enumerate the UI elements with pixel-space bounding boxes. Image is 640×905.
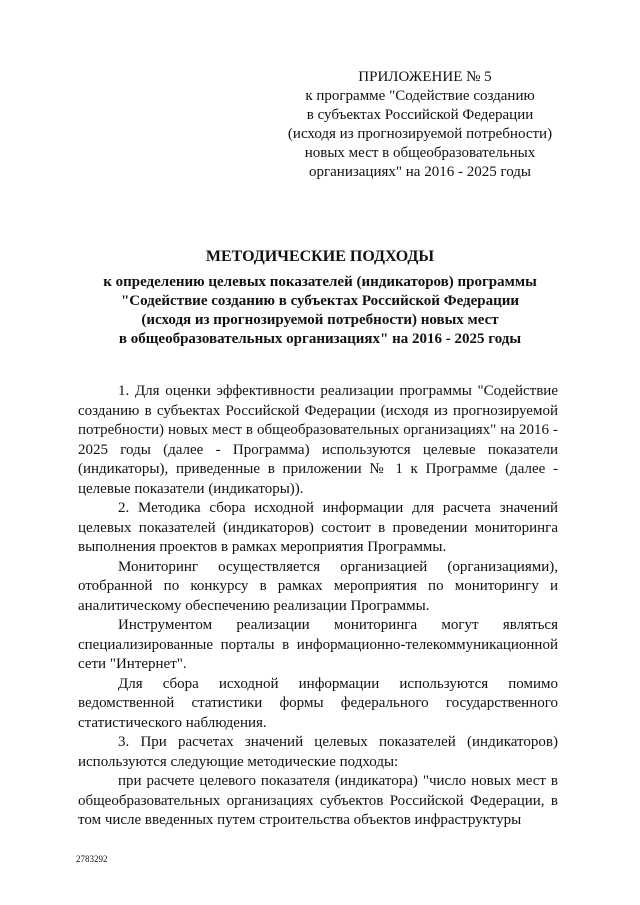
paragraph: Инструментом реализации мониторинга могут являться специализированные порталы в информационно-телекоммуникационной сети "Интернет".	[78, 617, 558, 672]
paragraph: 2. Методика сбора исходной информации для расчета значений целевых показателей (индикаторов) состоит в проведении мониторинга выполнения проектов в рамках мероприятия Программы.	[78, 500, 558, 555]
title-line: к определению целевых показателей (индикаторов) программы	[103, 274, 537, 290]
document-body	[78, 382, 558, 831]
appendix-header	[270, 68, 570, 182]
paragraph: Мониторинг осуществляется организацией (организациями), отобранной по конкурсу в рамках мероприятия по мониторингу и аналитическому обеспечению реализации Программы.	[78, 558, 558, 614]
appendix-heading: ПРИЛОЖЕНИЕ № 5	[358, 69, 492, 85]
appendix-line: организациях" на 2016 - 2025 годы	[308, 164, 531, 180]
document-title	[60, 247, 580, 349]
paragraph: при расчете целевого показателя (индикатора) "число новых мест в общеобразовательных организациях субъектов Российской Федерации, в том числе введенных путем строительства объектов инфраструктуры	[78, 773, 558, 828]
appendix-line: новых мест в общеобразовательных	[304, 145, 536, 161]
title-line: (исходя из прогнозируемой потребности) новых мест	[141, 312, 499, 328]
appendix-line: (исходя из прогнозируемой потребности)	[287, 126, 553, 142]
paragraph: Для сбора исходной информации используются помимо ведомственной статистики формы федерального государственного статистического наблюдения.	[78, 675, 558, 731]
title-line: "Содействие созданию в субъектах Российской Федерации	[120, 293, 520, 309]
paragraph: 1. Для оценки эффективности реализации программы "Содействие созданию в субъектах Российской Федерации (исходя из прогнозируемой потребности) новых мест в общеобразовательных организациях" на 2016 - 2025 годы (далее - Программа) используются целевые показатели (индикаторы), приведенные в приложении № 1 к Программе (далее - целевые показатели (индикаторы)).	[78, 383, 558, 497]
appendix-line: в субъектах Российской Федерации	[306, 107, 534, 123]
title-main: МЕТОДИЧЕСКИЕ ПОДХОДЫ	[205, 248, 435, 265]
appendix-line: к программе "Содействие созданию	[305, 88, 535, 104]
paragraph: 3. При расчетах значений целевых показателей (индикаторов) используются следующие методические подходы:	[78, 734, 558, 770]
document-code: 2783292	[76, 854, 108, 864]
title-line: в общеобразовательных организациях" на 2016 - 2025 годы	[118, 331, 522, 347]
